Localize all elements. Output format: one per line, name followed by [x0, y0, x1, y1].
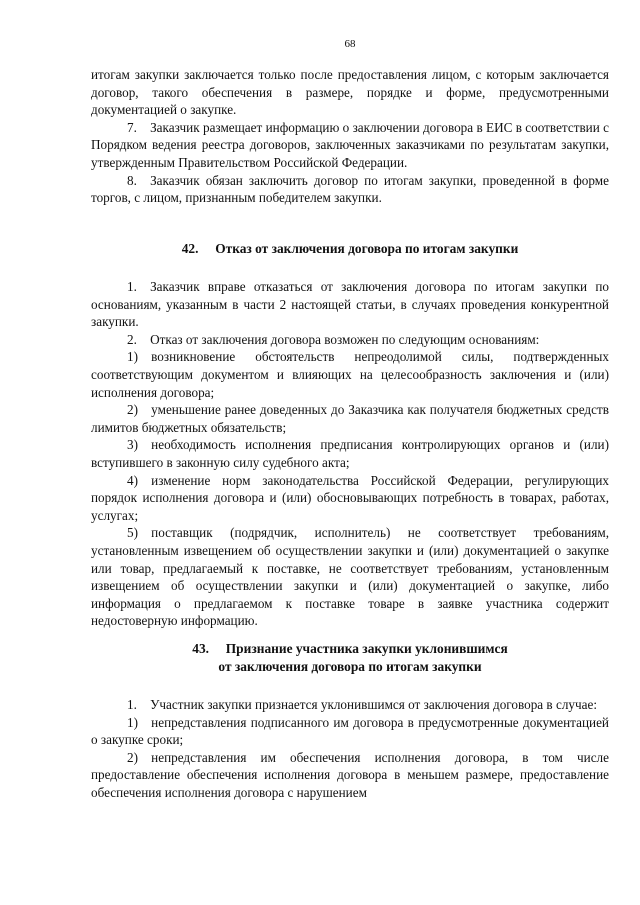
list-item-5: 5) поставщик (подрядчик, исполнитель) не соответствует требованиям, установленным извещением об осуществлении закупки и (или) документацией о закупке или товар, предлагаемый к поставке, не соответствует требованиям, установленным извещением об осуществлении закупки и (или) документацией о закупке, либо информация о предлагаемом к поставке товаре в заявке участника содержит недостоверную информацию. [91, 525, 609, 629]
paragraph-42-1: 1. Заказчик вправе отказаться от заключения договора по итогам закупки по основаниям, указанным в части 2 настоящей статьи, в случаях проведения конкурентной закупки. [91, 279, 609, 330]
section-43-body [91, 696, 609, 802]
section-title-line-1: Признание участника закупки уклонившимся [225, 641, 508, 656]
section-42-body [91, 278, 609, 630]
section-number: 43. [192, 641, 210, 656]
paragraph-43-1: 1. Участник закупки признается уклонившимся от заключения договора в случае: [127, 697, 597, 712]
list-item-1: 1) непредставления подписанного им договора в предусмотренные документацией о закупке сроки; [91, 714, 609, 748]
list-item-2: 2) уменьшение ранее доведенных до Заказчика как получателя бюджетных средств лимитов бюджетных обязательств; [91, 402, 609, 435]
paragraph-7: 7. Заказчик размещает информацию о заключении договора в ЕИС в соответствии с Порядком ведения реестра договоров, заключенных заказчиками по результатам закупки, утвержденным Правительством Российской Федерации. [91, 119, 609, 170]
page-number: 68 [344, 38, 356, 50]
section-number: 42. [181, 241, 199, 256]
list-item-4: 4) изменение норм законодательства Российской Федерации, регулирующих порядок исполнения договора и (или) обосновывающих потребность в товарах, работах, услугах; [91, 472, 609, 523]
paragraph-8: 8. Заказчик обязан заключить договор по итогам закупки, проведенной в форме торгов, с лицом, признанным победителем закупки. [91, 172, 609, 206]
paragraph-continuation: итогам закупки заключается только после предоставления лицом, с которым заключается договор, такого обеспечения в размере, порядке и форме, предусмотренными документацией о закупке. [91, 67, 609, 118]
section-title-line-2: от заключения договора по итогам закупки [218, 658, 482, 674]
list-item-2: 2) непредставления им обеспечения исполнения договора, в том числе предоставление обеспечения исполнения договора в меньшем размере, предоставление обеспечения исполнения договора с нарушением [91, 749, 609, 800]
list-item-1: 1) возникновение обстоятельств непреодолимой силы, подтвержденных соответствующим документом и влияющих на целесообразность заключения и (или) исполнения договора; [91, 349, 609, 400]
paragraph-42-2: 2. Отказ от заключения договора возможен по следующим основаниям: [127, 331, 540, 347]
section-42-heading [91, 240, 609, 258]
section-43-heading [91, 640, 609, 675]
list-item-3: 3) необходимость исполнения предписания контролирующих органов и (или) вступившего в законную силу судебного акта; [91, 437, 609, 470]
section-title: Отказ от заключения договора по итогам закупки [215, 241, 519, 256]
continuation-block [91, 66, 609, 207]
